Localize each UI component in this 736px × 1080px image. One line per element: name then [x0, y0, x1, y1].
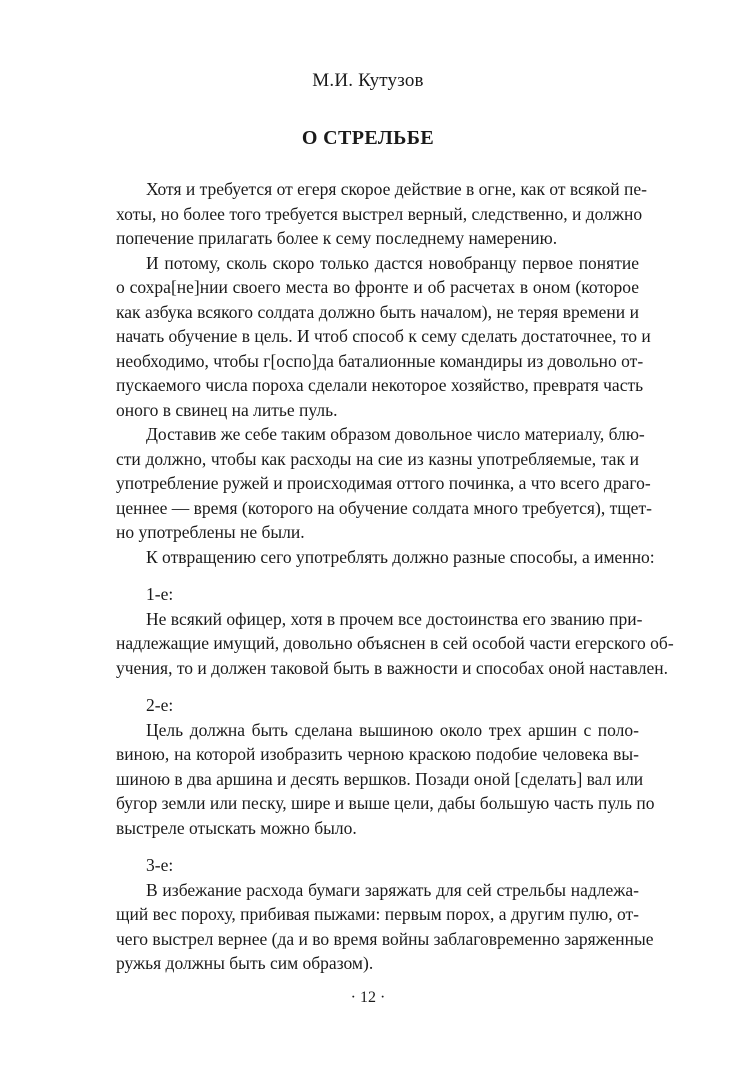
item-number: 2-е: [146, 695, 174, 715]
text-line: бугор земли или песку, шире и выше цели, дабы большую часть пуль по [116, 793, 655, 813]
numbered-item [116, 582, 674, 680]
text-line: чего выстрел вернее (да и во время войны заблаговременно заряженные [116, 928, 654, 949]
page-number: · 12 · [350, 989, 386, 1006]
text-line: сти должно, чтобы как расходы на сие из казны употребляемые, так и [116, 448, 639, 469]
item-number: 1-е: [146, 584, 174, 604]
text-line: шиною в два аршина и десять вершков. Позади оной [сделать] вал или [116, 768, 644, 789]
numbered-item [116, 853, 654, 976]
paragraph [116, 545, 655, 570]
text-line: начать обучение в цель. И чтоб способ к сему сделать достаточнее, то и [116, 326, 651, 346]
text-line: учения, то и должен таковой быть в важности и способах оной наставлен. [116, 657, 668, 678]
spacer [116, 569, 639, 582]
paragraph [116, 422, 652, 545]
running-head: М.И. Кутузов [312, 70, 424, 91]
text-line: как азбука всякого солдата должно быть началом), не теряя времени и [116, 301, 639, 322]
item-number: 3-е: [146, 855, 174, 875]
text-line: Доставив же себе таким образом довольное число материалу, блю- [146, 424, 645, 444]
text-line: В избежание расхода бумаги заряжать для сей стрельбы надлежа- [146, 879, 639, 900]
text-line: надлежащие имущий, довольно объяснен в сей особой части егерского об- [116, 633, 674, 653]
text-line: ценнее — время (которого на обучение солдата много требуется), тщет- [116, 497, 652, 518]
paragraph [116, 251, 651, 423]
body-text [116, 177, 674, 976]
text-line: Хотя и требуется от егеря скорое действие в огне, как от всякой пе- [146, 179, 647, 199]
text-line: И потому, сколь скоро только дастся новобранцу первое понятие [146, 252, 639, 273]
text-line: употребление ружей и происходимая оттого починка, а что всего драго- [116, 473, 651, 493]
text-line: попечение прилагать более к сему последнему намерению. [116, 228, 558, 248]
spacer [116, 840, 639, 853]
text-line: пускаемого числа пороха сделали некоторое хозяйство, превратя часть [116, 375, 644, 395]
paragraph [116, 177, 647, 251]
text-line: Не всякий офицер, хотя в прочем все достоинства его званию при- [146, 608, 643, 629]
text-line: виною, на которой изобразить черною краскою подобие человека вы- [116, 744, 639, 764]
text-line: но употреблены не были. [116, 522, 305, 542]
text-line: оного в свинец на литье пуль. [116, 399, 338, 420]
text-line: хоты, но более того требуется выстрел верный, следственно, и должно [116, 203, 643, 224]
text-line: К отвращению сего употреблять должно разные способы, а именно: [146, 546, 655, 567]
spacer [116, 680, 639, 693]
text-line: выстреле отыскать можно было. [116, 817, 357, 838]
numbered-item [116, 693, 655, 840]
text-line: щий вес пороху, прибивая пыжами: первым порох, а другим пулю, от- [116, 904, 639, 924]
text-line: необходимо, чтобы г[оспо]да баталионные командиры из довольно от- [116, 350, 644, 371]
text-line: ружья должны быть сим образом). [116, 953, 374, 973]
text-line: о сохра[не]нии своего места во фронте и об расчетах в оном (которое [116, 277, 639, 297]
text-line: Цель должна быть сделана вышиною около трех аршин с поло- [146, 719, 639, 740]
chapter-title: О СТРЕЛЬБЕ [301, 127, 435, 149]
